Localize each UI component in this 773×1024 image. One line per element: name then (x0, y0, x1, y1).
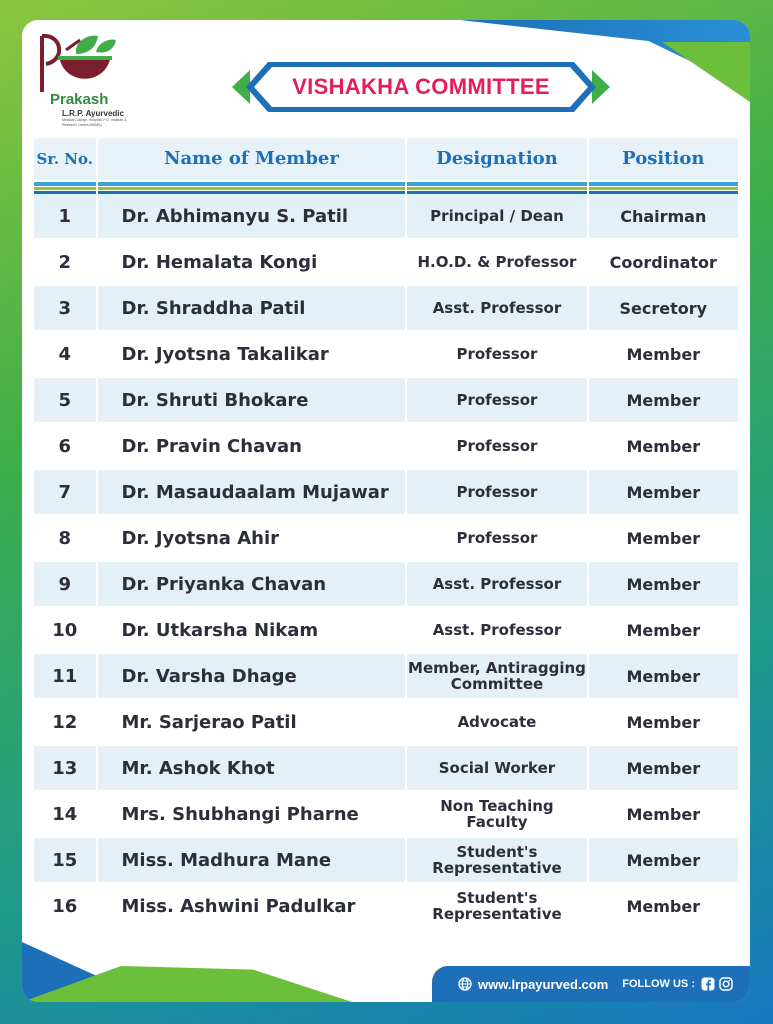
row-member-name: Dr. Priyanka Chavan (98, 562, 406, 608)
globe-icon (458, 977, 472, 991)
row-position: Member (589, 562, 738, 608)
row-sr-no: 10 (34, 608, 96, 654)
row-position: Member (589, 838, 738, 884)
row-member-name: Dr. Pravin Chavan (98, 424, 406, 470)
table-row (34, 240, 738, 286)
row-designation: Member, Antiragging Committee (407, 654, 586, 700)
row-position: Member (589, 516, 738, 562)
header-stripe (407, 180, 586, 194)
row-member-name: Dr. Varsha Dhage (98, 654, 406, 700)
corner-accent-top-right (640, 42, 750, 102)
table-row (34, 700, 738, 746)
row-designation: Professor (407, 470, 586, 516)
header-sr-no: Sr. No. (34, 138, 96, 180)
row-position: Member (589, 746, 738, 792)
table-row (34, 792, 738, 838)
table-row (34, 654, 738, 700)
row-sr-no: 1 (34, 194, 96, 240)
row-sr-no: 2 (34, 240, 96, 286)
table-row (34, 286, 738, 332)
logo-subtitle: L.R.P. Ayurvedic (62, 109, 124, 118)
row-designation: Social Worker (407, 746, 586, 792)
row-member-name: Dr. Hemalata Kongi (98, 240, 406, 286)
row-designation: Non Teaching Faculty (407, 792, 586, 838)
row-member-name: Dr. Jyotsna Ahir (98, 516, 406, 562)
table-row (34, 332, 738, 378)
row-sr-no: 13 (34, 746, 96, 792)
row-sr-no: 9 (34, 562, 96, 608)
row-position: Member (589, 700, 738, 746)
row-member-name: Dr. Shruti Bhokare (98, 378, 406, 424)
row-designation: Professor (407, 332, 586, 378)
row-designation: Student's Representative (407, 838, 586, 884)
table-row (34, 838, 738, 884)
row-sr-no: 4 (34, 332, 96, 378)
page-title: VISHAKHA COMMITTEE (292, 74, 550, 99)
logo-name: Prakash (50, 91, 109, 108)
header-stripe-row (34, 180, 738, 194)
row-position: Member (589, 608, 738, 654)
row-sr-no: 7 (34, 470, 96, 516)
table-body (34, 194, 738, 930)
row-designation: Asst. Professor (407, 286, 586, 332)
row-designation: Asst. Professor (407, 608, 586, 654)
row-member-name: Dr. Jyotsna Takalikar (98, 332, 406, 378)
row-position: Coordinator (589, 240, 738, 286)
row-sr-no: 15 (34, 838, 96, 884)
row-position: Member (589, 332, 738, 378)
table-row (34, 424, 738, 470)
footer-bar (432, 966, 750, 1002)
committee-card (22, 20, 750, 1002)
header-stripe (98, 180, 406, 194)
row-member-name: Dr. Masaudaalam Mujawar (98, 470, 406, 516)
table-row (34, 470, 738, 516)
row-position: Member (589, 470, 738, 516)
row-member-name: Miss. Ashwini Padulkar (98, 884, 406, 930)
row-member-name: Miss. Madhura Mane (98, 838, 406, 884)
row-member-name: Mrs. Shubhangi Pharne (98, 792, 406, 838)
college-logo (36, 30, 136, 130)
row-position: Member (589, 378, 738, 424)
committee-table (32, 138, 740, 930)
row-sr-no: 3 (34, 286, 96, 332)
facebook-icon[interactable] (701, 977, 715, 991)
row-sr-no: 14 (34, 792, 96, 838)
row-member-name: Dr. Abhimanyu S. Patil (98, 194, 406, 240)
row-designation: Asst. Professor (407, 562, 586, 608)
table-row (34, 608, 738, 654)
table-row (34, 884, 738, 930)
row-designation: Professor (407, 424, 586, 470)
row-sr-no: 5 (34, 378, 96, 424)
header-name: Name of Member (98, 138, 406, 180)
table-row (34, 562, 738, 608)
row-sr-no: 8 (34, 516, 96, 562)
title-banner (232, 58, 610, 116)
row-designation: H.O.D. & Professor (407, 240, 586, 286)
row-sr-no: 16 (34, 884, 96, 930)
header-designation: Designation (407, 138, 586, 180)
row-position: Member (589, 424, 738, 470)
table-row (34, 378, 738, 424)
row-designation: Professor (407, 378, 586, 424)
follow-us-label: FOLLOW US : (622, 978, 695, 990)
row-member-name: Dr. Shraddha Patil (98, 286, 406, 332)
row-member-name: Dr. Utkarsha Nikam (98, 608, 406, 654)
row-sr-no: 12 (34, 700, 96, 746)
row-position: Member (589, 654, 738, 700)
header-stripe (589, 180, 738, 194)
table-row (34, 746, 738, 792)
row-position: Member (589, 884, 738, 930)
row-position: Chairman (589, 194, 738, 240)
table-row (34, 194, 738, 240)
logo-tagline: Medical College, Hospital, P.G. Institute & Research Centre(ISAMS) (62, 118, 127, 127)
row-designation: Principal / Dean (407, 194, 586, 240)
mortar-leaf-icon (36, 30, 136, 92)
row-position: Member (589, 792, 738, 838)
table-header-row (34, 138, 738, 180)
row-sr-no: 11 (34, 654, 96, 700)
row-member-name: Mr. Sarjerao Patil (98, 700, 406, 746)
row-position: Secretory (589, 286, 738, 332)
header-position: Position (589, 138, 738, 180)
row-sr-no: 6 (34, 424, 96, 470)
row-designation: Professor (407, 516, 586, 562)
row-designation: Advocate (407, 700, 586, 746)
instagram-icon[interactable] (719, 977, 733, 991)
row-designation: Student's Representative (407, 884, 586, 930)
table-row (34, 516, 738, 562)
row-member-name: Mr. Ashok Khot (98, 746, 406, 792)
website-link[interactable]: www.lrpayurved.com (478, 976, 609, 992)
header-stripe (34, 180, 96, 194)
